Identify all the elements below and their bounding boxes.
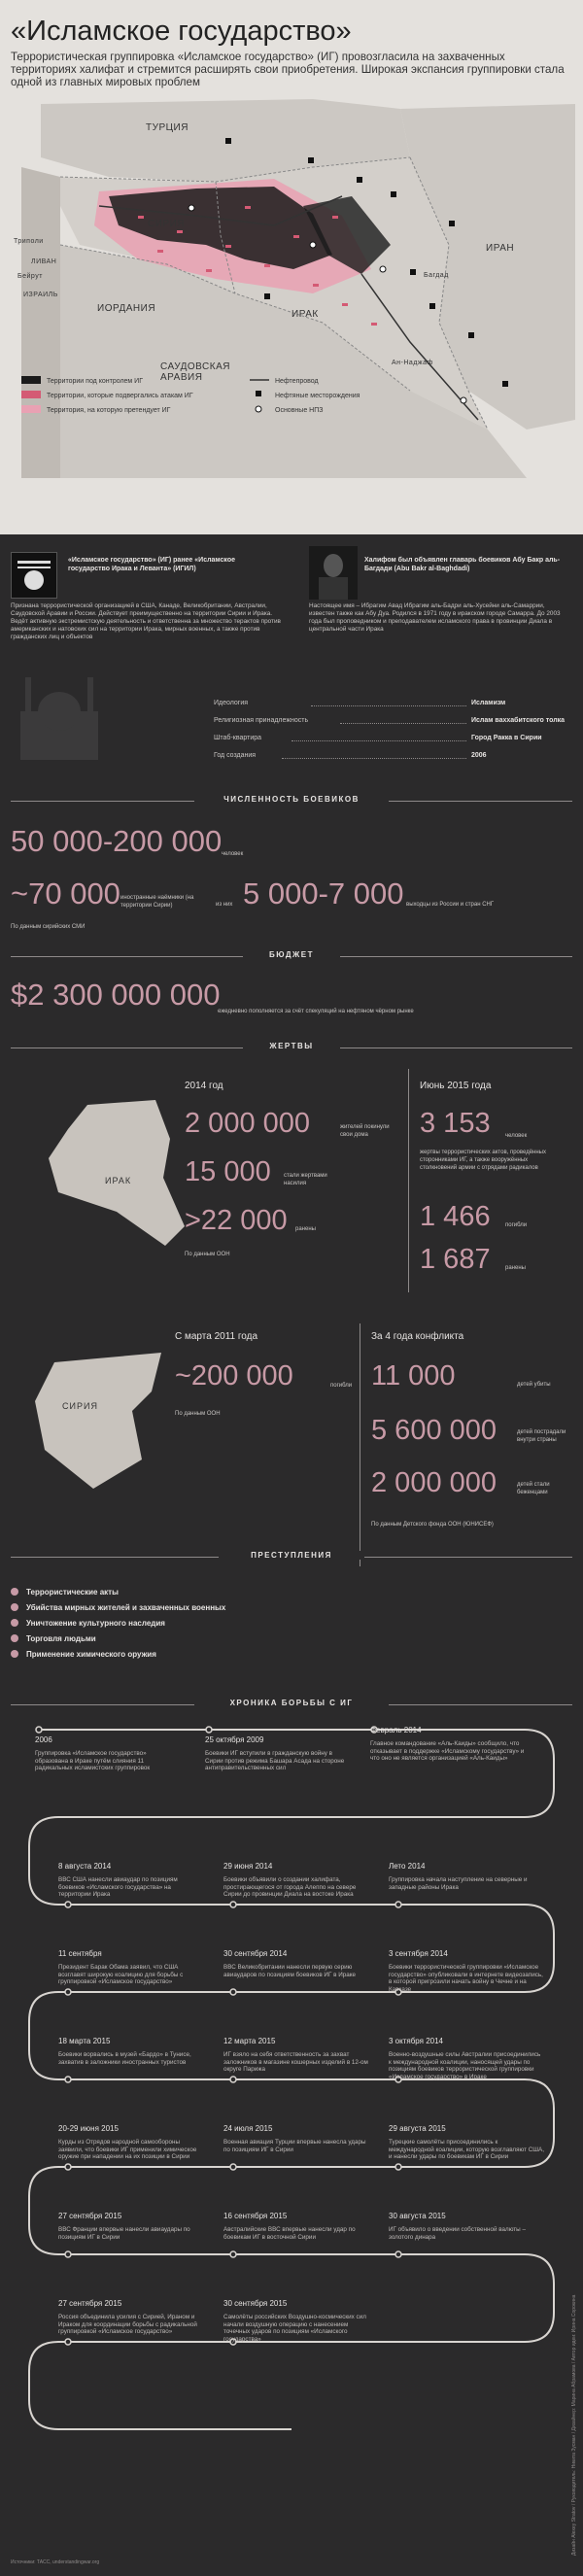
iraq-stat-value: 2 000 000: [185, 1108, 311, 1139]
label-iraq: ИРАК: [292, 309, 319, 320]
chronicle-rows: [35, 1726, 550, 1881]
crime-label: Применение химического оружия: [26, 1649, 156, 1659]
iraq-stat-value: 15 000: [185, 1156, 271, 1187]
event-date: 8 августа 2014: [58, 1862, 112, 1871]
event-text: Группировка «Исламское государство» образована в Ираке путём слияния 11 радикальных исламистских группировок: [35, 1750, 151, 1771]
bullet-icon: [11, 1650, 18, 1658]
baghdadi-portrait: [309, 546, 358, 600]
syria-main-label: погибли: [330, 1383, 353, 1389]
crime-label: Террористические акты: [26, 1587, 119, 1597]
label-saudi: САУДОВСКАЯ АРАВИЯ: [160, 361, 230, 383]
timeline-event: [58, 2124, 204, 2161]
event-date: Февраль 2014: [370, 1726, 422, 1735]
june-stat-label: погибли: [505, 1222, 528, 1228]
fact-row: [214, 735, 573, 752]
june-stat-label: ранены: [505, 1265, 526, 1271]
intro-left-text: Признана террористической организацией в США, Канаде, Великобритании, Австралии, Саудовской Аравии и России. Действует преимущественно на территории Сирии и Ирака. Ведёт активную экстремистскую деятельность и ответственна за множество терактов против американских и натовских сил на территории Ирака, мирных военных, а также против гражданских лиц и объектов: [11, 602, 281, 640]
mosque-icon: [11, 663, 108, 760]
section-chronicle: ХРОНИКА БОРЬБЫ С ИГ: [194, 1699, 389, 1707]
event-text: Боевики объявили о создании халифата, простирающегося от города Алеппо на севере Сирии до провинции Диала на востоке Ирака: [223, 1876, 357, 1898]
june-stat-value: 1 687: [420, 1244, 491, 1275]
four-stat-value: 2 000 000: [371, 1467, 497, 1498]
list-item: [11, 1599, 399, 1615]
event-text: Австралийские ВВС впервые нанесли удар по боевикам ИГ в восточной Сирии: [223, 2226, 356, 2241]
timeline-event: [35, 1735, 181, 1772]
section-crimes: ПРЕСТУПЛЕНИЯ: [219, 1551, 364, 1560]
fighters-foreign: ~70 000: [11, 876, 120, 910]
event-date: 29 июня 2014: [223, 1862, 273, 1871]
fact-row: [214, 717, 573, 735]
lead-text: Террористическая группировка «Исламское государство» (ИГ) провозгласила на захваченных территориях халифат и стремится расширять свои приобретения. Широкая экспансия группировки стала одной из главных мировых проблем: [11, 51, 565, 88]
event-date: 27 сентября 2015: [58, 2212, 122, 2220]
event-text: ИГ объявило о введении собственной валюты – золотого динара: [389, 2226, 526, 2241]
label-syria: СИРИЯ: [148, 219, 185, 229]
event-date: 16 сентября 2015: [223, 2212, 288, 2220]
chronicle-row: [58, 1949, 573, 2037]
chronicle-row: [58, 2124, 573, 2212]
fighters-from-them: из них: [216, 902, 233, 908]
facts-table: [214, 700, 573, 770]
event-text: ВВС Великобритании нанесли первую серию авиаударов по позициям боевиков ИГ в Ираке: [223, 1964, 357, 1978]
event-text: Самолёты российских Воздушно-космических сил начали воздушную операцию с нанесением точечных ударов по позициям «Исламского государства»: [223, 2314, 366, 2343]
four-stat-label: детей убиты: [517, 1382, 551, 1388]
syria-main: ~200 000: [175, 1360, 293, 1391]
section-victims: ЖЕРТВЫ: [243, 1042, 340, 1050]
event-date: 30 августа 2015: [389, 2212, 446, 2220]
fighters-ru-cis: 5 000-7 000: [243, 876, 404, 910]
chronicle-row: [58, 1862, 573, 1949]
fact-key: Штаб-квартира: [214, 735, 262, 741]
event-text: ВВС США нанесли авиаудар по позициям боевиков «Исламского государства» на территории Ирака: [58, 1876, 178, 1898]
syria-label: СИРИЯ: [62, 1401, 98, 1411]
timeline-event: [58, 2037, 204, 2066]
timeline-event: [58, 1862, 204, 1899]
fact-row: [214, 752, 573, 770]
event-date: 11 сентября: [58, 1949, 102, 1958]
event-date: 27 сентября 2015: [58, 2299, 122, 2308]
event-date: 25 октября 2009: [205, 1735, 264, 1744]
fact-value: Ислам ваххабитского толка: [471, 717, 566, 724]
timeline-event: [389, 1862, 534, 1891]
june-title: Июнь 2015 года: [420, 1081, 492, 1091]
event-text: ВВС Франции впервые нанесли авиаудары по позициям ИГ в Сирии: [58, 2226, 190, 2241]
timeline-event: [223, 2037, 369, 2074]
chronicle-rows-rest: [58, 1862, 573, 2387]
crime-label: Убийства мирных жителей и захваченных военных: [26, 1602, 226, 1612]
event-text: Главное командование «Аль-Каиды» сообщило, что отказывает в поддержке «Исламскому государству» и что оно не является организацией «Аль-Каиды»: [370, 1740, 525, 1762]
timeline-event: [389, 2212, 544, 2241]
timeline-event: [223, 2124, 369, 2153]
timeline-event: [58, 2299, 204, 2336]
legend-attacked: Территории, которые подвергались атакам ИГ: [47, 393, 193, 399]
fact-key: Религиозная принадлежность: [214, 717, 309, 724]
event-date: 3 октября 2014: [389, 2037, 443, 2045]
event-date: 3 сентября 2014: [389, 1949, 448, 1958]
timeline-event: [223, 1949, 369, 1978]
event-date: 24 июля 2015: [223, 2124, 273, 2133]
section-budget: БЮДЖЕТ: [243, 950, 340, 959]
divider-vertical: [408, 1069, 409, 1292]
event-text: Боевики ворвались в музей «Бардо» в Тунисе, захватив в заложники иностранных туристов: [58, 2051, 191, 2066]
june-stat-value: 1 466: [420, 1201, 491, 1232]
label-beirut: Бейрут: [17, 273, 43, 280]
intro-right-text: Настоящее имя – Ибрагим Авад Ибрагим аль-Бадри аль-Хусейни аль-Самаррии, известен также как Абу Дуа. Родился в 1971 году в иракском городе Самарра. До 2003 года был проповедником и преподавателем исламского права в провинции Диала в центральной части Ирака: [309, 602, 561, 633]
event-date: 12 марта 2015: [223, 2037, 276, 2045]
bullet-icon: [11, 1634, 18, 1642]
event-text: Курды из Отрядов народной самообороны заявили, что боевики ИГ применили химическое оружие при нападении на их позиции в Сирии: [58, 2139, 197, 2160]
event-date: 29 августа 2015: [389, 2124, 446, 2133]
june-main: 3 153: [420, 1108, 491, 1139]
iraq-label: ИРАК: [105, 1176, 132, 1185]
event-text: Президент Барак Обама заявил, что США возглавят широкую коалицию для борьбы с группировкой «Исламское государство»: [58, 1964, 184, 1985]
four-stat-value: 11 000: [371, 1360, 456, 1391]
event-text: Боевики ИГ вступили в гражданскую войну в Сирии против режима Башара Асада на стороне антиправительственных сил: [205, 1750, 345, 1771]
event-date: 20-29 июня 2015: [58, 2124, 119, 2133]
june-main-label: человек: [505, 1133, 528, 1139]
fact-value: Исламизм: [471, 700, 506, 706]
timeline-event: [205, 1735, 351, 1772]
iraq-stat-value: >22 000: [185, 1205, 288, 1236]
footer-credits: Дизайн Alexey Stratov / Руководитель: Никита Зусман / Дизайнер: Марина Абрамова / Автор идеи: Ирина Сорокина: [571, 2294, 577, 2556]
legend-pipeline: Нефтепровод: [275, 378, 319, 385]
legend-oilfields: Нефтяные месторождения: [275, 393, 360, 399]
middle-east-map: [21, 99, 575, 478]
fighters-foreign-label: иностранные наёмники (на территории Сирии): [120, 895, 194, 909]
list-item: [11, 1584, 399, 1599]
intro-left-title: «Исламское государство» (ИГ) ранее «Исламское государство Ирака и Леванта» (ИГИЛ): [68, 557, 235, 572]
legend-claimed: Территория, на которую претендует ИГ: [47, 407, 171, 414]
iraq-year: 2014 год: [185, 1081, 223, 1091]
four-stat-label: детей пострадали внутри страны: [517, 1429, 566, 1443]
syria-source: По данным ООН: [175, 1411, 221, 1417]
syria-silhouette: [35, 1353, 181, 1489]
timeline-event: [58, 2212, 204, 2241]
iraq-stat-label: жителей покинули свои дома: [340, 1124, 390, 1138]
event-date: 30 сентября 2015: [223, 2299, 288, 2308]
event-date: Лето 2014: [389, 1862, 426, 1871]
label-turkey: ТУРЦИЯ: [146, 122, 189, 133]
timeline-event: [370, 1726, 526, 1763]
unicef-source: По данным Детского фонда ООН (ЮНИСЕФ): [371, 1522, 494, 1528]
iraq-source: По данным ООН: [185, 1252, 230, 1257]
legend-controlled: Территории под контролем ИГ: [47, 378, 144, 385]
timeline-event: [389, 2037, 544, 2080]
fact-key: Год создания: [214, 752, 257, 759]
fighters-ru-cis-label: выходцы из России и стран СНГ: [406, 902, 495, 908]
list-item: [11, 1615, 399, 1631]
timeline-event: [389, 2124, 544, 2161]
page-title: «Исламское государство»: [11, 16, 352, 47]
timeline-event: [223, 2212, 369, 2241]
intro-right-title: Халифом был объявлен главарь боевиков Абу Бакр аль-Багдади (Abu Bakr al-Baghdadi): [364, 557, 561, 572]
list-item: [11, 1631, 399, 1646]
label-baghdad: Багдад: [424, 272, 449, 279]
iraq-stat-label: ранены: [295, 1226, 316, 1232]
legend-refineries: Основные НПЗ: [275, 407, 324, 414]
fact-value: Город Ракка в Сирии: [471, 735, 542, 741]
fighters-source: По данным сирийских СМИ: [11, 924, 86, 930]
chronicle-row: [58, 2299, 573, 2387]
timeline-event: [58, 1949, 204, 1986]
chronicle-row: [35, 1726, 550, 1881]
label-iran: ИРАН: [486, 243, 515, 254]
event-text: Военно-воздушные силы Австралии присоединились к международной коалиции, наносящей удары по позициям боевиков террористической группировки «Исламское государство» в Ираке: [389, 2051, 541, 2080]
label-israel: ИЗРАИЛЬ: [23, 292, 58, 298]
event-date: 2006: [35, 1735, 52, 1744]
chronicle-row: [58, 2037, 573, 2124]
event-text: Турецкие самолёты присоединились к международной коалиции, которую возглавляют США, и нанесли удары по боевикам ИГ в Сирии: [389, 2139, 544, 2160]
chronicle-row: [58, 2212, 573, 2299]
budget-value: $2 300 000 000: [11, 978, 221, 1012]
footer-sources: Источники: ТАСС, understandingwar.org: [11, 2559, 100, 2565]
four-stat-value: 5 600 000: [371, 1415, 497, 1446]
label-jordan: ИОРДАНИЯ: [97, 303, 156, 314]
crimes-list: [11, 1584, 399, 1662]
label-tripoli: Триполи: [14, 238, 44, 245]
land-west: [21, 167, 60, 478]
fact-value: 2006: [471, 752, 487, 759]
fighters-total-unit: человек: [222, 851, 244, 857]
budget-label: ежедневно пополняется за счёт спекуляций на нефтяном чёрном рынке: [218, 1009, 414, 1014]
list-item: [11, 1646, 399, 1662]
label-lebanon: ЛИВАН: [31, 258, 57, 265]
event-date: 18 марта 2015: [58, 2037, 111, 2045]
label-najaf: Ан-Наджаф: [392, 360, 433, 366]
timeline-event: [223, 1862, 369, 1899]
fact-key: Идеология: [214, 700, 249, 706]
event-text: Группировка начала наступление на северные и западные районы Ирака: [389, 1876, 528, 1891]
june-desc: жертвы террористических актов, проведённых сторонниками ИГ, а также вооружённых столкновений армии с отрядами радикалов: [420, 1150, 546, 1171]
iraq-stat-label: стали жертвами насилия: [284, 1173, 327, 1186]
bullet-icon: [11, 1619, 18, 1627]
event-date: 30 сентября 2014: [223, 1949, 288, 1958]
section-fighters: ЧИСЛЕННОСТЬ БОЕВИКОВ: [194, 795, 389, 804]
crime-label: Уничтожение культурного наследия: [26, 1618, 165, 1628]
timeline-event: [223, 2299, 369, 2343]
event-text: ИГ взяло на себя ответственность за захват заложников в магазине кошерных изделий в 12-ом округе Парижа: [223, 2051, 368, 2073]
event-text: Военная авиация Турции впервые нанесла удары по позициям ИГ в Сирии: [223, 2139, 366, 2153]
crime-label: Торговля людьми: [26, 1633, 96, 1643]
isis-flag-icon: [11, 552, 57, 599]
four-stat-label: детей стали беженцами: [517, 1482, 550, 1495]
fact-row: [214, 700, 573, 717]
timeline-event: [389, 1949, 544, 1993]
event-text: Россия объединила усилия с Сирией, Ираном и Ираком для координации борьбы с радикальной группировкой «Исламское государство»: [58, 2314, 197, 2335]
bullet-icon: [11, 1603, 18, 1611]
syria-since: С марта 2011 года: [175, 1331, 258, 1342]
bullet-icon: [11, 1588, 18, 1596]
four-years-title: За 4 года конфликта: [371, 1331, 464, 1342]
event-text: Боевики террористической группировки «Исламское государство» опубликовали в интернете видеозапись, в которой пригрозили начать войну в Чечне и на Кавказе: [389, 1964, 543, 1993]
fighters-total: 50 000-200 000: [11, 824, 223, 858]
